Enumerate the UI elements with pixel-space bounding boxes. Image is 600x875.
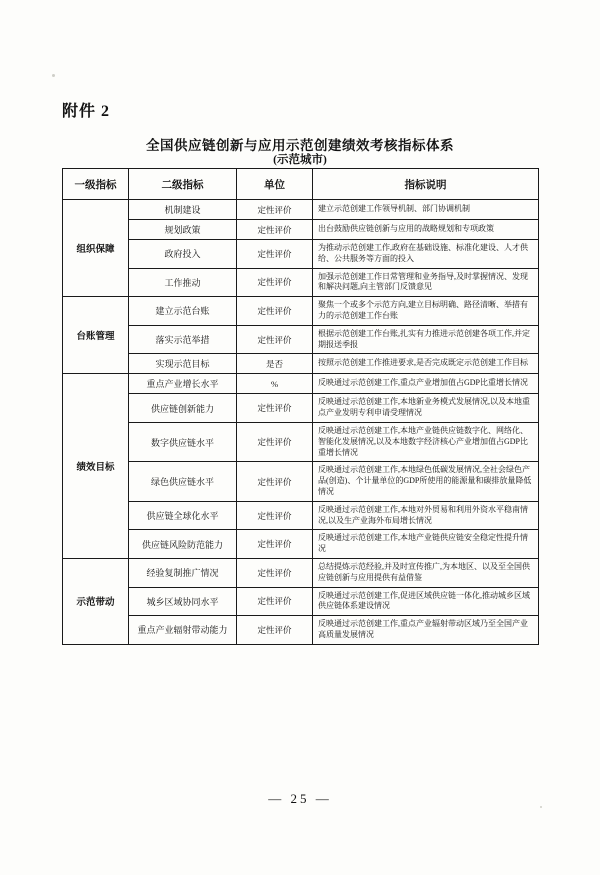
table-row	[63, 268, 539, 297]
unit-cell: 定性评价	[237, 462, 313, 501]
table-row	[63, 616, 539, 645]
category-cell: 组织保障	[63, 200, 129, 297]
attachment-label: 附件 2	[62, 103, 111, 120]
table-row	[63, 462, 539, 501]
description-cell: 反映通过示范创建工作,促进区域供应链一体化,推动城乡区域供应链体系建设情况	[313, 587, 539, 616]
unit-cell: 定性评价	[237, 530, 313, 559]
indicator-cell: 机制建设	[129, 200, 237, 220]
table-row	[63, 354, 539, 374]
description-cell: 出台鼓励供应链创新与应用的战略规划和专项政策	[313, 220, 539, 240]
indicator-cell: 供应链全球化水平	[129, 501, 237, 530]
description-cell: 反映通过示范创建工作,本地产业链供应链数字化、网络化、智能化发展情况,以及本地数字经济核心产业增加值占GDP比重增长情况	[313, 422, 539, 461]
unit-cell: 定性评价	[237, 220, 313, 240]
page-title: 全国供应链创新与应用示范创建绩效考核指标体系	[146, 138, 454, 153]
unit-cell: 定性评价	[237, 394, 313, 423]
description-cell: 按照示范创建工作推进要求,是否完成既定示范创建工作目标	[313, 354, 539, 374]
indicator-cell: 供应链创新能力	[129, 394, 237, 423]
table-row	[63, 374, 539, 394]
indicator-cell: 实现示范目标	[129, 354, 237, 374]
unit-cell: 定性评价	[237, 616, 313, 645]
table-row	[63, 240, 539, 269]
unit-cell: 是否	[237, 354, 313, 374]
description-cell: 加强示范创建工作日常管理和业务指导,及时掌握情况、发现和解决问题,向主管部门反馈意见	[313, 268, 539, 297]
unit-cell: 定性评价	[237, 268, 313, 297]
description-cell: 反映通过示范创建工作,本地产业链供应链安全稳定性提升情况	[313, 530, 539, 559]
indicator-cell: 绿色供应链水平	[129, 462, 237, 501]
column-header-level2: 二级指标	[129, 169, 237, 200]
indicator-cell: 供应链风险防范能力	[129, 530, 237, 559]
indicator-cell: 政府投入	[129, 240, 237, 269]
page-subtitle: (示范城市)	[273, 154, 327, 166]
table-row	[63, 200, 539, 220]
indicator-cell: 工作推动	[129, 268, 237, 297]
description-cell: 根据示范创建工作台账,扎实有力推进示范创建各项工作,并定期报送季报	[313, 325, 539, 354]
indicator-cell: 重点产业辐射带动能力	[129, 616, 237, 645]
description-cell: 建立示范创建工作领导机制、部门协调机制	[313, 200, 539, 220]
description-cell: 反映通过示范创建工作,重点产业增加值占GDP比重增长情况	[313, 374, 539, 394]
page-number: — 25 —	[268, 791, 332, 806]
table-row	[63, 530, 539, 559]
column-header-description: 指标说明	[313, 169, 539, 200]
unit-cell: 定性评价	[237, 297, 313, 326]
indicator-cell: 重点产业增长水平	[129, 374, 237, 394]
scan-speck	[52, 74, 55, 77]
unit-cell: 定性评价	[237, 422, 313, 461]
description-cell: 反映通过示范创建工作,本地新业务模式发展情况,以及本地重点产业发明专利申请受理情况	[313, 394, 539, 423]
indicator-cell: 城乡区域协同水平	[129, 587, 237, 616]
table-row	[63, 587, 539, 616]
table-row	[63, 422, 539, 461]
table-row	[63, 325, 539, 354]
unit-cell: %	[237, 374, 313, 394]
indicator-cell: 规划政策	[129, 220, 237, 240]
column-header-level1: 一级指标	[63, 169, 129, 200]
category-cell: 台账管理	[63, 297, 129, 374]
unit-cell: 定性评价	[237, 325, 313, 354]
category-cell: 示范带动	[63, 558, 129, 644]
table-row	[63, 501, 539, 530]
description-cell: 反映通过示范创建工作,本地绿色低碳发展情况,全社会绿色产品(创造)、个计量单位的GDP所使用的能源量和碳排放量降低情况	[313, 462, 539, 501]
unit-cell: 定性评价	[237, 587, 313, 616]
unit-cell: 定性评价	[237, 200, 313, 220]
unit-cell: 定性评价	[237, 501, 313, 530]
description-cell: 聚焦一个或多个示范方向,建立目标明确、路径清晰、举措有力的示范创建工作台账	[313, 297, 539, 326]
table-row	[63, 394, 539, 423]
indicator-cell: 数字供应链水平	[129, 422, 237, 461]
description-cell: 反映通过示范创建工作,重点产业辐射带动区域乃至全国产业高质量发展情况	[313, 616, 539, 645]
indicator-cell: 经验复制推广情况	[129, 558, 237, 587]
description-cell: 总结提炼示范经验,并及时宣传推广,为本地区、以及至全国供应链创新与应用提供有益借鉴	[313, 558, 539, 587]
column-header-unit: 单位	[237, 169, 313, 200]
unit-cell: 定性评价	[237, 240, 313, 269]
indicator-cell: 建立示范台账	[129, 297, 237, 326]
table-header-row	[63, 169, 539, 200]
description-cell: 为推动示范创建工作,政府在基础设施、标准化建设、人才供给、公共服务等方面的投入	[313, 240, 539, 269]
indicator-cell: 落实示范举措	[129, 325, 237, 354]
unit-cell: 定性评价	[237, 558, 313, 587]
table-row	[63, 297, 539, 326]
table-row	[63, 558, 539, 587]
category-cell: 绩效目标	[63, 374, 129, 559]
performance-indicator-table	[62, 168, 539, 645]
description-cell: 反映通过示范创建工作,本地对外贸易和利用外资水平稳南情况,以及生产业海外布局增长情况	[313, 501, 539, 530]
table-row	[63, 220, 539, 240]
